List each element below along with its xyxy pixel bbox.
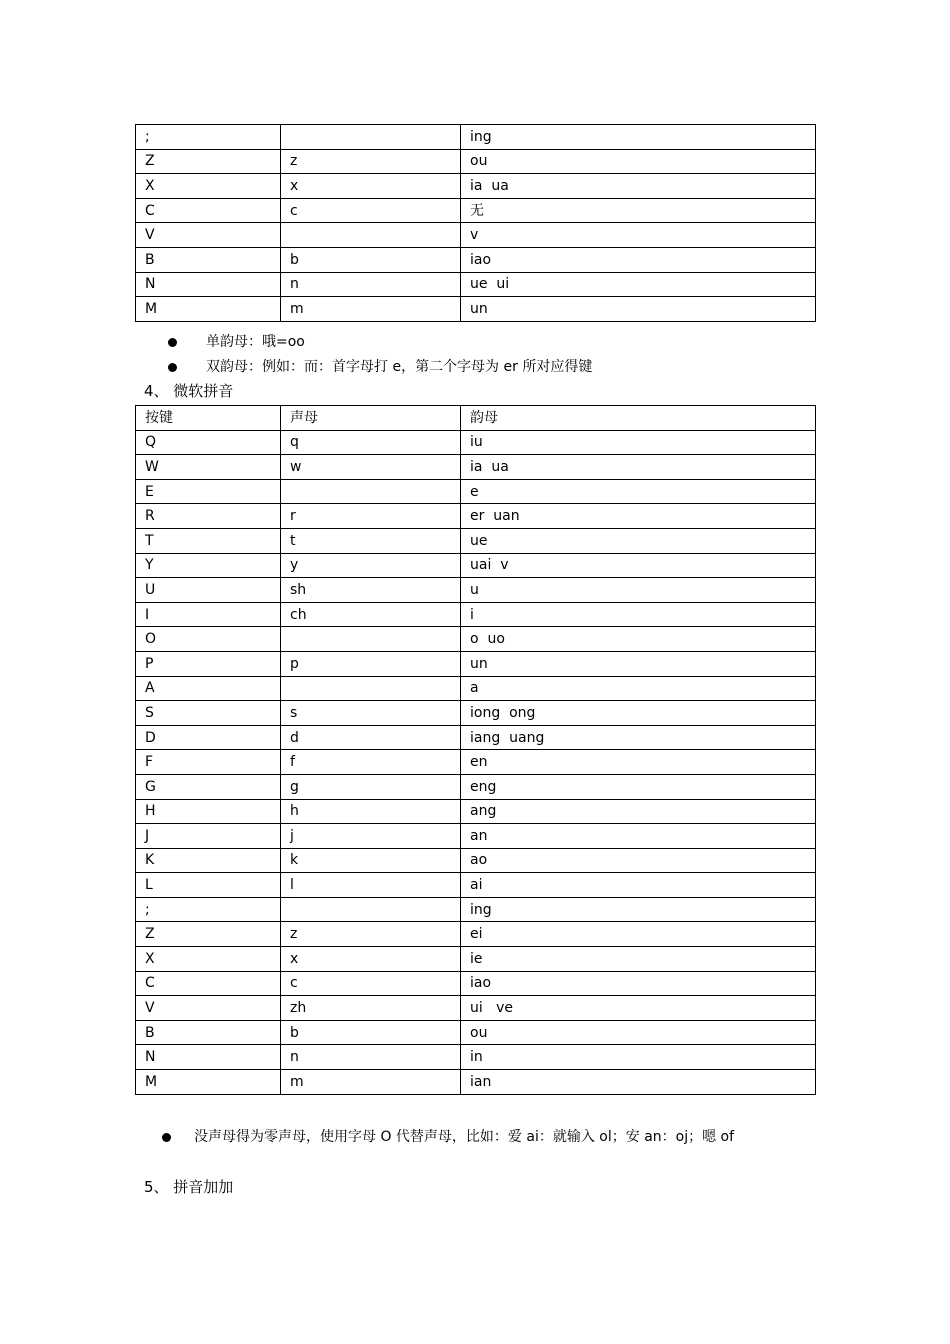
cell-initial: zh — [281, 996, 461, 1021]
cell-final: ue — [461, 528, 816, 553]
table-row — [136, 996, 816, 1021]
cell-final: ia ua — [461, 455, 816, 480]
table-row — [136, 479, 816, 504]
header-initial: 声母 — [281, 406, 461, 431]
cell-final: i — [461, 602, 816, 627]
section-heading: 4、 微软拼音 — [144, 382, 234, 400]
cell-key: L — [136, 873, 281, 898]
cell-final: iang uang — [461, 725, 816, 750]
cell-final: ou — [461, 149, 816, 174]
cell-final: ia ua — [461, 174, 816, 199]
table-header — [136, 406, 816, 431]
cell-final: e — [461, 479, 816, 504]
table-row — [136, 651, 816, 676]
cell-final: ui ve — [461, 996, 816, 1021]
cell-key: N — [136, 272, 281, 297]
table-row — [136, 528, 816, 553]
cell-key: M — [136, 297, 281, 322]
cell-key: C — [136, 198, 281, 223]
cell-final: ei — [461, 922, 816, 947]
cell-initial: s — [281, 701, 461, 726]
cell-key: K — [136, 848, 281, 873]
table-row — [136, 553, 816, 578]
cell-key: A — [136, 676, 281, 701]
table-row — [136, 297, 816, 322]
cell-key: V — [136, 223, 281, 248]
cell-key: X — [136, 174, 281, 199]
cell-initial: b — [281, 247, 461, 272]
cell-final: ing — [461, 897, 816, 922]
cell-initial: x — [281, 947, 461, 972]
cell-initial: m — [281, 1070, 461, 1095]
table-row — [136, 578, 816, 603]
table-row — [136, 750, 816, 775]
bullet-dot-icon — [168, 338, 177, 347]
cell-initial: z — [281, 922, 461, 947]
list-item-text: 双韵母：例如：而：首字母打 e，第二个字母为 er 所对应得键 — [206, 359, 593, 375]
cell-key: G — [136, 774, 281, 799]
cell-initial: d — [281, 725, 461, 750]
microsoft-pinyin-key-table — [135, 405, 816, 1095]
cell-final: ing — [461, 125, 816, 150]
header-final: 韵母 — [461, 406, 816, 431]
cell-initial: h — [281, 799, 461, 824]
cell-initial: b — [281, 1020, 461, 1045]
cell-initial: n — [281, 272, 461, 297]
table-row — [136, 947, 816, 972]
cell-final: er uan — [461, 504, 816, 529]
cell-key: V — [136, 996, 281, 1021]
cell-final: iao — [461, 247, 816, 272]
cell-final: ue ui — [461, 272, 816, 297]
cell-key: B — [136, 247, 281, 272]
cell-initial — [281, 479, 461, 504]
table-row — [136, 627, 816, 652]
cell-key: E — [136, 479, 281, 504]
table-row — [136, 676, 816, 701]
cell-key: P — [136, 651, 281, 676]
cell-initial — [281, 223, 461, 248]
table-row — [136, 149, 816, 174]
cell-key: U — [136, 578, 281, 603]
cell-final: en — [461, 750, 816, 775]
table-row — [136, 247, 816, 272]
table-row — [136, 848, 816, 873]
cell-initial: sh — [281, 578, 461, 603]
cell-key: O — [136, 627, 281, 652]
table-row — [136, 824, 816, 849]
cell-key: ; — [136, 125, 281, 150]
table-row — [136, 430, 816, 455]
table-row — [136, 602, 816, 627]
table-row — [136, 971, 816, 996]
cell-key: C — [136, 971, 281, 996]
cell-final: 无 — [461, 198, 816, 223]
cell-final: eng — [461, 774, 816, 799]
table-row — [136, 125, 816, 150]
bullet-dot-icon — [162, 1133, 171, 1142]
section-heading: 5、 拼音加加 — [144, 1178, 234, 1196]
cell-initial: ch — [281, 602, 461, 627]
table-header-row — [136, 406, 816, 431]
cell-key: S — [136, 701, 281, 726]
cell-initial: j — [281, 824, 461, 849]
cell-final: un — [461, 651, 816, 676]
cell-key: R — [136, 504, 281, 529]
table-row — [136, 223, 816, 248]
cell-final: ang — [461, 799, 816, 824]
table-row — [136, 799, 816, 824]
cell-initial: c — [281, 198, 461, 223]
cell-key: Z — [136, 149, 281, 174]
shuangpin-key-table-continued — [135, 124, 816, 322]
cell-final: iao — [461, 971, 816, 996]
table-row — [136, 1020, 816, 1045]
table-row — [136, 725, 816, 750]
table-row — [136, 873, 816, 898]
cell-key: ; — [136, 897, 281, 922]
table-row — [136, 455, 816, 480]
table-row — [136, 198, 816, 223]
bullet-dot-icon — [168, 363, 177, 372]
list-item-text: 单韵母：哦=oo — [206, 334, 305, 350]
list-item-text: 没声母得为零声母，使用字母 O 代替声母，比如：爱 ai：就输入 ol；安 an：oj；嗯 of — [194, 1129, 735, 1145]
cell-initial: w — [281, 455, 461, 480]
cell-final: an — [461, 824, 816, 849]
header-key: 按键 — [136, 406, 281, 431]
cell-final: ou — [461, 1020, 816, 1045]
cell-initial: p — [281, 651, 461, 676]
table-row — [136, 1070, 816, 1095]
cell-key: Q — [136, 430, 281, 455]
cell-final: ai — [461, 873, 816, 898]
table-body — [136, 430, 816, 1094]
cell-final: o uo — [461, 627, 816, 652]
cell-key: F — [136, 750, 281, 775]
cell-final: ao — [461, 848, 816, 873]
cell-final: ian — [461, 1070, 816, 1095]
cell-key: Y — [136, 553, 281, 578]
cell-initial: y — [281, 553, 461, 578]
cell-final: ie — [461, 947, 816, 972]
cell-final: a — [461, 676, 816, 701]
list-item — [162, 1125, 802, 1173]
cell-final: in — [461, 1045, 816, 1070]
cell-initial — [281, 125, 461, 150]
cell-key: W — [136, 455, 281, 480]
cell-initial: q — [281, 430, 461, 455]
cell-key: I — [136, 602, 281, 627]
cell-initial: l — [281, 873, 461, 898]
table-row — [136, 504, 816, 529]
cell-key: H — [136, 799, 281, 824]
cell-initial: t — [281, 528, 461, 553]
table-row — [136, 922, 816, 947]
table-row — [136, 701, 816, 726]
cell-initial: c — [281, 971, 461, 996]
cell-initial: m — [281, 297, 461, 322]
table-row — [136, 1045, 816, 1070]
cell-key: J — [136, 824, 281, 849]
cell-final: uai v — [461, 553, 816, 578]
cell-initial: x — [281, 174, 461, 199]
table-row — [136, 774, 816, 799]
cell-final: un — [461, 297, 816, 322]
cell-initial: r — [281, 504, 461, 529]
table-row — [136, 897, 816, 922]
cell-key: X — [136, 947, 281, 972]
cell-initial: f — [281, 750, 461, 775]
cell-key: N — [136, 1045, 281, 1070]
cell-initial — [281, 897, 461, 922]
list-item — [168, 330, 808, 354]
cell-key: M — [136, 1070, 281, 1095]
cell-initial: g — [281, 774, 461, 799]
cell-initial: z — [281, 149, 461, 174]
table-row — [136, 174, 816, 199]
cell-final: iong ong — [461, 701, 816, 726]
table-body — [136, 125, 816, 322]
cell-key: Z — [136, 922, 281, 947]
cell-final: iu — [461, 430, 816, 455]
cell-final: v — [461, 223, 816, 248]
cell-key: T — [136, 528, 281, 553]
cell-initial: n — [281, 1045, 461, 1070]
cell-initial — [281, 676, 461, 701]
table-row — [136, 272, 816, 297]
cell-initial: k — [281, 848, 461, 873]
list-item — [168, 355, 808, 379]
cell-key: D — [136, 725, 281, 750]
cell-initial — [281, 627, 461, 652]
cell-final: u — [461, 578, 816, 603]
cell-key: B — [136, 1020, 281, 1045]
